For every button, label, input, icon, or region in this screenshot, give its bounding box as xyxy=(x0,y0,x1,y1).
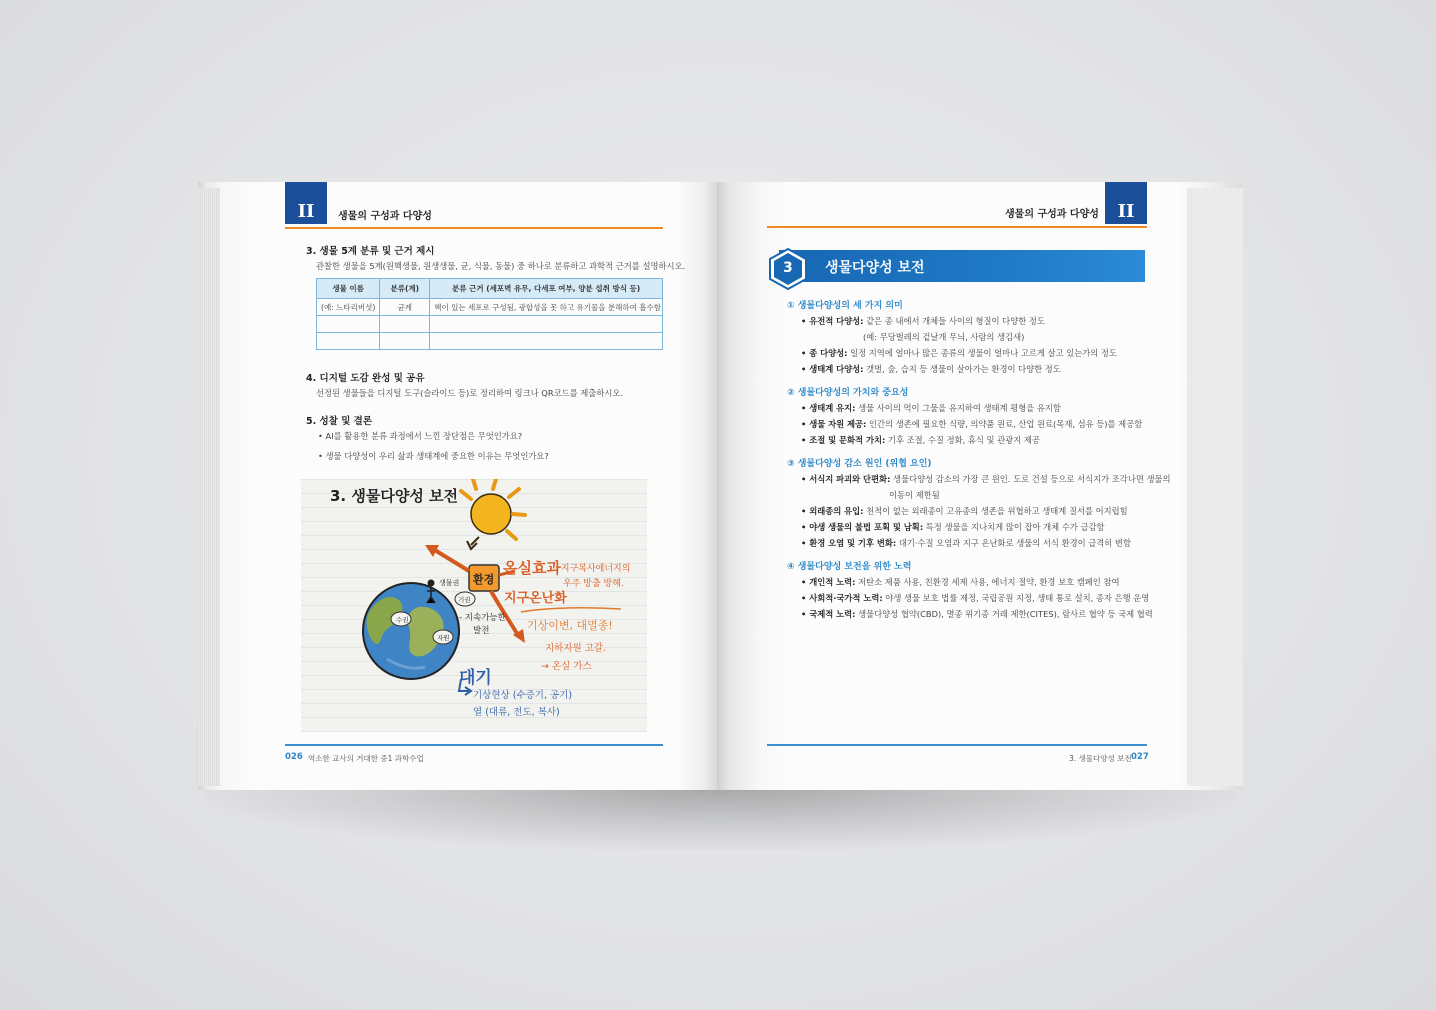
weather-label: 기상현상 (수증기, 공기) xyxy=(473,690,573,701)
q3-description: 관찰한 생물을 5계(원핵생물, 원생생물, 균, 식물, 동물) 중 하나로 분류하고 과학적 근거를 설명하시오. xyxy=(316,261,686,271)
right-page xyxy=(717,182,1243,790)
table-cell xyxy=(430,333,663,350)
sustainable-label: - 지속가능한 xyxy=(459,613,506,623)
block-heading: ③ 생물다양성 감소 원인 (위협 요인) xyxy=(787,459,932,469)
q5-item: • 생물 다양성이 우리 삶과 생태계에 중요한 이유는 무엇인가요? xyxy=(318,451,549,461)
chapter-tab-right: II xyxy=(1105,182,1147,224)
footer-text-right: 3. 생물다양성 보전 xyxy=(1069,754,1132,763)
biodiversity-illustration xyxy=(301,479,647,732)
footer-text-left: 역소한 교사의 거대한 중1 과학수업 xyxy=(308,754,424,763)
list-item: • 생태계 다양성: 갯벌, 숲, 습지 등 생물이 살아가는 환경이 다양한 정도 xyxy=(801,364,1061,374)
list-item: (예: 무당벌레의 겉날개 무늬, 사람의 생김새) xyxy=(863,332,1025,342)
chapter-title-left: 생물의 구성과 다양성 xyxy=(338,211,432,222)
underground-label: 지하자원 고갈. xyxy=(545,643,607,654)
table-row xyxy=(317,316,663,333)
sustainable-label: 발전 xyxy=(473,626,490,636)
page-edges-left xyxy=(198,188,220,786)
q4-description: 선정된 생물들을 디지털 도구(슬라이드 등)로 정리하여 링크나 QR코드를 제출하시오. xyxy=(316,388,623,398)
page-number-left: 026 xyxy=(285,752,303,762)
table-cell xyxy=(380,316,430,333)
arrow-up-left xyxy=(433,549,469,571)
block-heading: ④ 생물다양성 보전을 위한 노력 xyxy=(787,562,912,572)
greenhouse-note: 우주 방출 방해. xyxy=(563,579,624,589)
list-item: • 조절 및 문화적 가치: 기후 조절, 수질 정화, 휴식 및 관광지 제공 xyxy=(801,435,1040,445)
page-number-right: 027 xyxy=(1131,752,1149,762)
table-cell xyxy=(317,333,380,350)
header-rule-left xyxy=(285,227,663,229)
table-header: 분류(계) xyxy=(380,279,430,299)
list-item: • 개인적 노력: 저탄소 제품 사용, 친환경 세제 사용, 에너지 절약, 환경 보호 캠페인 참여 xyxy=(801,577,1120,587)
q4-title: 4. 디지털 도감 완성 및 공유 xyxy=(306,373,425,384)
list-item: • 유전적 다양성: 같은 종 내에서 개체들 사이의 형질이 다양한 정도 xyxy=(801,316,1045,326)
list-item: • 사회적·국가적 노력: 야생 생물 보호 법률 제정, 국립공원 지정, 생태 통로 설치, 종자 은행 운영 xyxy=(801,593,1150,603)
table-cell xyxy=(317,316,380,333)
q5-title: 5. 성찰 및 결론 xyxy=(306,416,373,427)
classification-table xyxy=(316,278,663,350)
section-number: 3 xyxy=(783,260,793,276)
list-item: • 환경 오염 및 기후 변화: 대기·수질 오염과 지구 온난화로 생물의 서식 환경이 급격히 변함 xyxy=(801,538,1131,548)
q5-item: • AI를 활용한 분류 과정에서 느낀 장단점은 무엇인가요? xyxy=(318,431,523,441)
table-header: 분류 근거 (세포벽 유무, 다세포 여부, 양분 섭취 방식 등) xyxy=(430,279,663,299)
illustration-title: 3. 생물다양성 보전 xyxy=(330,487,459,505)
list-item: • 생태계 유지: 생물 사이의 먹이 그물을 유지하여 생태계 평형을 유지함 xyxy=(801,403,1061,413)
q3-title: 3. 생물 5계 분류 및 근거 제시 xyxy=(306,246,435,257)
gas-label: → 온실 가스 xyxy=(541,661,592,672)
header-rule-right xyxy=(767,226,1147,228)
list-item: • 서식지 파괴와 단편화: 생물다양성 감소의 가장 큰 원인. 도로 건설 등으로 서식지가 조각나면 생물의 xyxy=(801,474,1171,484)
warming-label: 지구온난화 xyxy=(504,591,567,606)
atmosphere-label: 대기 xyxy=(459,668,492,688)
chapter-title-right: 생물의 구성과 다양성 xyxy=(1005,209,1099,220)
chapter-tab-left: II xyxy=(285,182,327,224)
table-row xyxy=(317,299,663,316)
section-title: 생물다양성 보전 xyxy=(825,260,925,276)
table-cell: (예: 느타리버섯) xyxy=(317,299,380,316)
resource-label: 자원 xyxy=(437,634,450,642)
open-book xyxy=(198,182,1243,790)
environment-label: 환경 xyxy=(473,573,495,586)
climate-label: 기상이변, 대멸종! xyxy=(527,619,613,632)
table-cell xyxy=(380,333,430,350)
footer-rule-left xyxy=(285,744,663,746)
table-header: 생물 이름 xyxy=(317,279,380,299)
greenhouse-label: 온실효과 xyxy=(503,559,561,577)
footer-rule-right xyxy=(767,744,1147,746)
water-label: 수권 xyxy=(396,616,409,624)
table-cell: 핵이 있는 세포로 구성됨, 광합성을 못 하고 유기물을 분해하여 흡수함 xyxy=(430,299,663,316)
left-page xyxy=(198,182,717,790)
list-item: 이동이 제한됨 xyxy=(889,490,940,500)
list-item: • 종 다양성: 일정 지역에 얼마나 많은 종류의 생물이 얼마나 고르게 살고 있는가의 정도 xyxy=(801,348,1117,358)
heat-label: 열 (대류, 전도, 복사) xyxy=(473,707,560,718)
table-cell: 균계 xyxy=(380,299,430,316)
circle-label: 기권 xyxy=(458,596,471,604)
table-row xyxy=(317,333,663,350)
list-item: • 외래종의 유입: 천적이 없는 외래종이 고유종의 생존을 위협하고 생태계 질서를 어지럽힘 xyxy=(801,506,1128,516)
biosphere-label: 생물권 xyxy=(439,579,460,587)
sun-icon xyxy=(461,479,525,549)
greenhouse-note: : 지구복사에너지의 xyxy=(555,564,631,574)
list-item: • 생물 자원 제공: 인간의 생존에 필요한 식량, 의약품 원료, 산업 원료(목재, 섬유 등)를 제공함 xyxy=(801,419,1143,429)
block-heading: ② 생물다양성의 가치와 중요성 xyxy=(787,388,909,398)
list-item: • 야생 생물의 불법 포획 및 남획: 특정 생물을 지나치게 많이 잡아 개체 수가 급감함 xyxy=(801,522,1105,532)
table-cell xyxy=(430,316,663,333)
page-edges-right xyxy=(1187,188,1243,786)
table-header-row xyxy=(317,279,663,299)
list-item: • 국제적 노력: 생물다양성 협약(CBD), 멸종 위기종 거래 제한(CITES), 람사르 협약 등 국제 협력 xyxy=(801,609,1153,619)
block-heading: ① 생물다양성의 세 가지 의미 xyxy=(787,301,903,311)
